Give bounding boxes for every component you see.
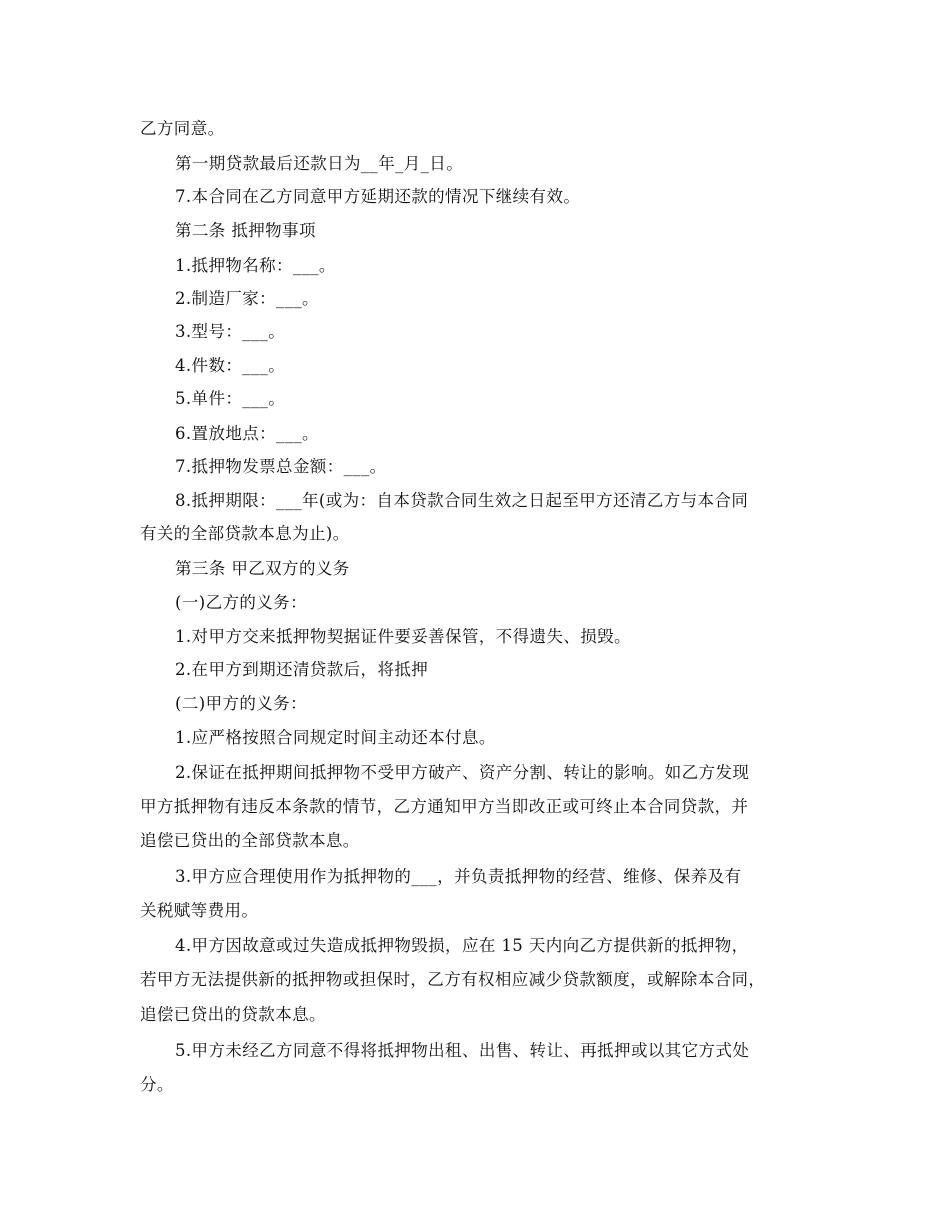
text-line: 8.抵押期限：___年(或为：自本贷款合同生效之日起至甲方还清乙方与本合同 [175,491,749,510]
section-heading: 第二条 抵押物事项 [175,221,316,240]
text-line: 3.型号：___。 [175,322,286,341]
text-line: 7.本合同在乙方同意甲方延期还款的情况下继续有效。 [175,187,581,206]
text-line: 甲方抵押物有违反本条款的情节，乙方通知甲方当即改正或可终止本合同贷款，并 [140,797,749,816]
text-line: 若甲方无法提供新的抵押物或担保时，乙方有权相应减少贷款额度，或解除本合同， [140,970,766,989]
text-line: 追偿已贷出的全部贷款本息。 [140,831,360,850]
text-line: 2.保证在抵押期间抵押物不受甲方破产、资产分割、转让的影响。如乙方发现 [175,763,750,782]
text-line: 4.甲方因故意或过失造成抵押物毁损，应在 15 天内向乙方提供新的抵押物， [175,936,749,955]
text-line: 1.应严格按照合同规定时间主动还本付息。 [175,728,496,747]
text-line: (一)乙方的义务： [175,593,307,612]
text-line: 关税赋等费用。 [140,901,259,920]
text-line: 追偿已贷出的贷款本息。 [140,1005,326,1024]
text-line: 5.单件：___。 [175,389,286,408]
text-line: 7.抵押物发票总金额：___。 [175,457,387,476]
text-line: 1.抵押物名称：___。 [175,256,336,275]
text-line: 6.置放地点：___。 [175,424,319,443]
text-line: 2.在甲方到期还清贷款后，将抵押 [175,660,429,679]
text-line: 2.制造厂家：___。 [175,289,319,308]
text-line: (二)甲方的义务： [175,694,307,713]
text-line: 1.对甲方交来抵押物契据证件要妥善保管，不得遗失、损毁。 [175,627,631,646]
text-line: 分。 [140,1075,174,1094]
section-heading: 第三条 甲乙双方的义务 [175,559,350,578]
text-line: 3.甲方应合理使用作为抵押物的___，并负责抵押物的经营、维修、保养及有 [175,867,742,886]
text-line: 有关的全部贷款本息为止)。 [140,524,350,543]
text-line: 第一期贷款最后还款日为__年_月_日。 [175,154,464,173]
text-line: 4.件数：___。 [175,356,286,375]
text-line: 5.甲方未经乙方同意不得将抵押物出租、出售、转让、再抵押或以其它方式处 [175,1041,750,1060]
text-line: 乙方同意。 [140,119,225,138]
